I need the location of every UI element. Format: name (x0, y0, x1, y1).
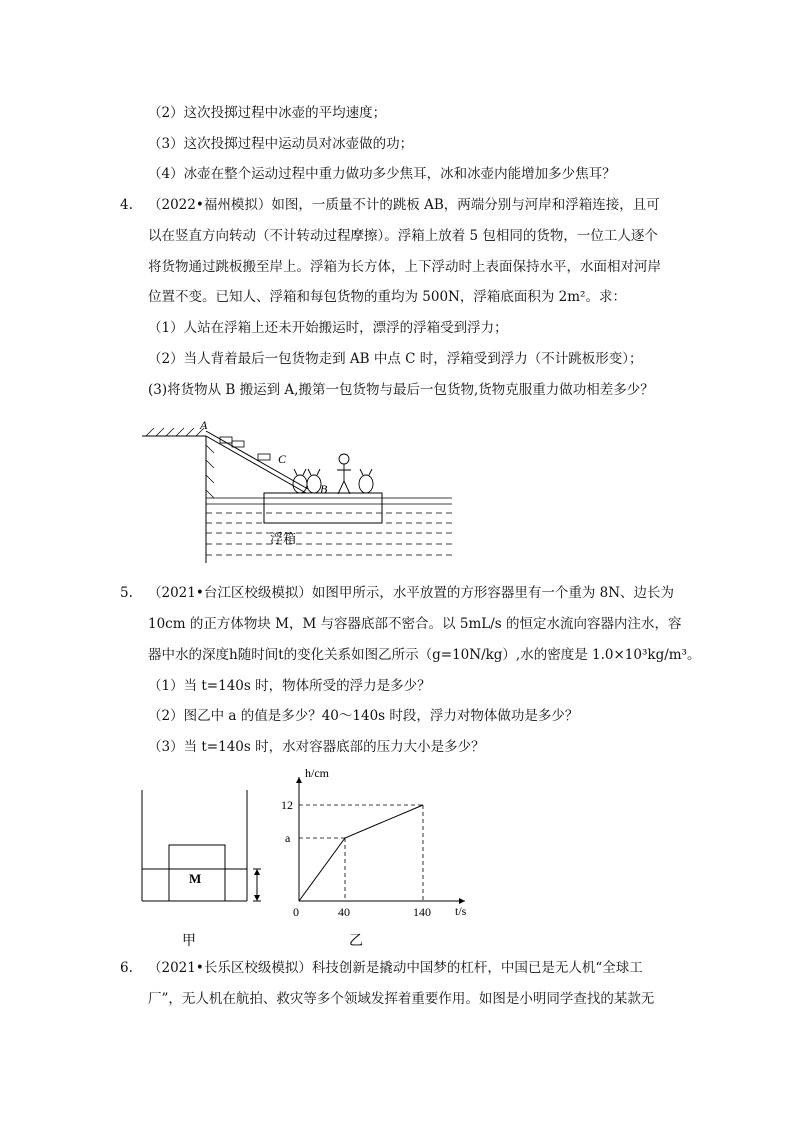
q5-item-3: （3）当 t=140s 时，水对容器底部的压力大小是多少？ (148, 739, 485, 755)
q6-line-1: （2021•长乐区校级模拟）科技创新是撬动中国梦的杠杆，中国已是无人机“全球工 (148, 960, 643, 976)
float-box-label: 浮箱 (270, 531, 297, 546)
cargo-bags (293, 469, 373, 493)
origin-label: 0 (293, 905, 299, 919)
q4-line-2: 以在竖直方向转动（不计转动过程摩擦）。浮箱上放着 5 包相同的货物，一位工人逐个 (148, 228, 658, 244)
series-line (299, 805, 423, 901)
label-b: B (320, 482, 328, 496)
q5-number: 5. (120, 585, 133, 601)
q4-figure (140, 415, 460, 565)
q4-item-1: （1）人站在浮箱上还未开始搬运时，漂浮的浮箱受到浮力； (148, 320, 508, 336)
q5-line-2: 10cm 的正方体物块 M，M 与容器底部不密合。以 5mL/s 的恒定水流向容器内注水，容 (148, 616, 682, 632)
block-m-label: M (189, 871, 202, 886)
y-tick-a: a (285, 831, 291, 845)
caption-yi: 乙 (349, 934, 363, 949)
q3-item-2: （2）这次投掷过程中冰壶的平均速度； (148, 105, 387, 121)
y-tick-12: 12 (281, 798, 293, 812)
label-c: C (278, 452, 287, 466)
q6-line-2: 厂”，无人机在航拍、救灾等多个领域发挥着重要作用。如图是小明同学查找的某款无 (148, 991, 655, 1007)
worker-icon (337, 454, 351, 494)
q4-item-2: （2）当人背着最后一包货物走到 AB 中点 C 时，浮箱受到浮力（不计跳板形变）； (148, 351, 643, 367)
q5-item-2: （2）图乙中 a 的值是多少？40～140s 时段，浮力对物体做功是多少？ (148, 708, 579, 724)
caption-jia: 甲 (182, 934, 196, 949)
x-tick-140: 140 (413, 905, 431, 919)
q3-item-4: （4）冰壶在整个运动过程中重力做功多少焦耳，冰和冰壶内能增加多少焦耳？ (148, 166, 616, 182)
q4-line-4: 位置不变。已知人、浮箱和每包货物的重均为 500N，浮箱底面积为 2m²。求： (148, 289, 626, 305)
q4-line-3: 将货物通过跳板搬至岸上。浮箱为长方体，上下浮动时上表面保持水平，水面相对河岸 (148, 259, 661, 275)
q5-line-3: 器中水的深度h随时间t的变化关系如图乙所示（g=10N/kg）,水的密度是 1.0×10³kg/m³。 (148, 647, 701, 663)
fig-yi-chart (275, 765, 495, 960)
q4-line-1: （2022•福州模拟）如图，一质量不计的跳板 AB，两端分别与河岸和浮箱连接，且可 (148, 197, 660, 213)
float-box (264, 493, 382, 523)
q3-item-3: （3）这次投掷过程中运动员对冰壶做的功； (148, 136, 414, 152)
q5-line-1: （2021•台江区校级模拟）如图甲所示，水平放置的方形容器里有一个重为 8N、边长为 (148, 585, 675, 601)
x-tick-40: 40 (338, 905, 350, 919)
q5-item-1: （1）当 t=140s 时，物体所受的浮力是多少？ (148, 678, 431, 694)
q6-number: 6. (120, 960, 133, 976)
fig-jia (135, 785, 275, 960)
q4-item-3: (3)将货物从 B 搬运到 A,搬第一包货物与最后一包货物,货物克服重力做功相差多少？ (148, 382, 654, 398)
y-axis-label: h/cm (305, 766, 329, 780)
q4-number: 4. (120, 197, 133, 213)
label-a: A (200, 418, 208, 432)
x-axis-label: t/s (455, 904, 467, 918)
